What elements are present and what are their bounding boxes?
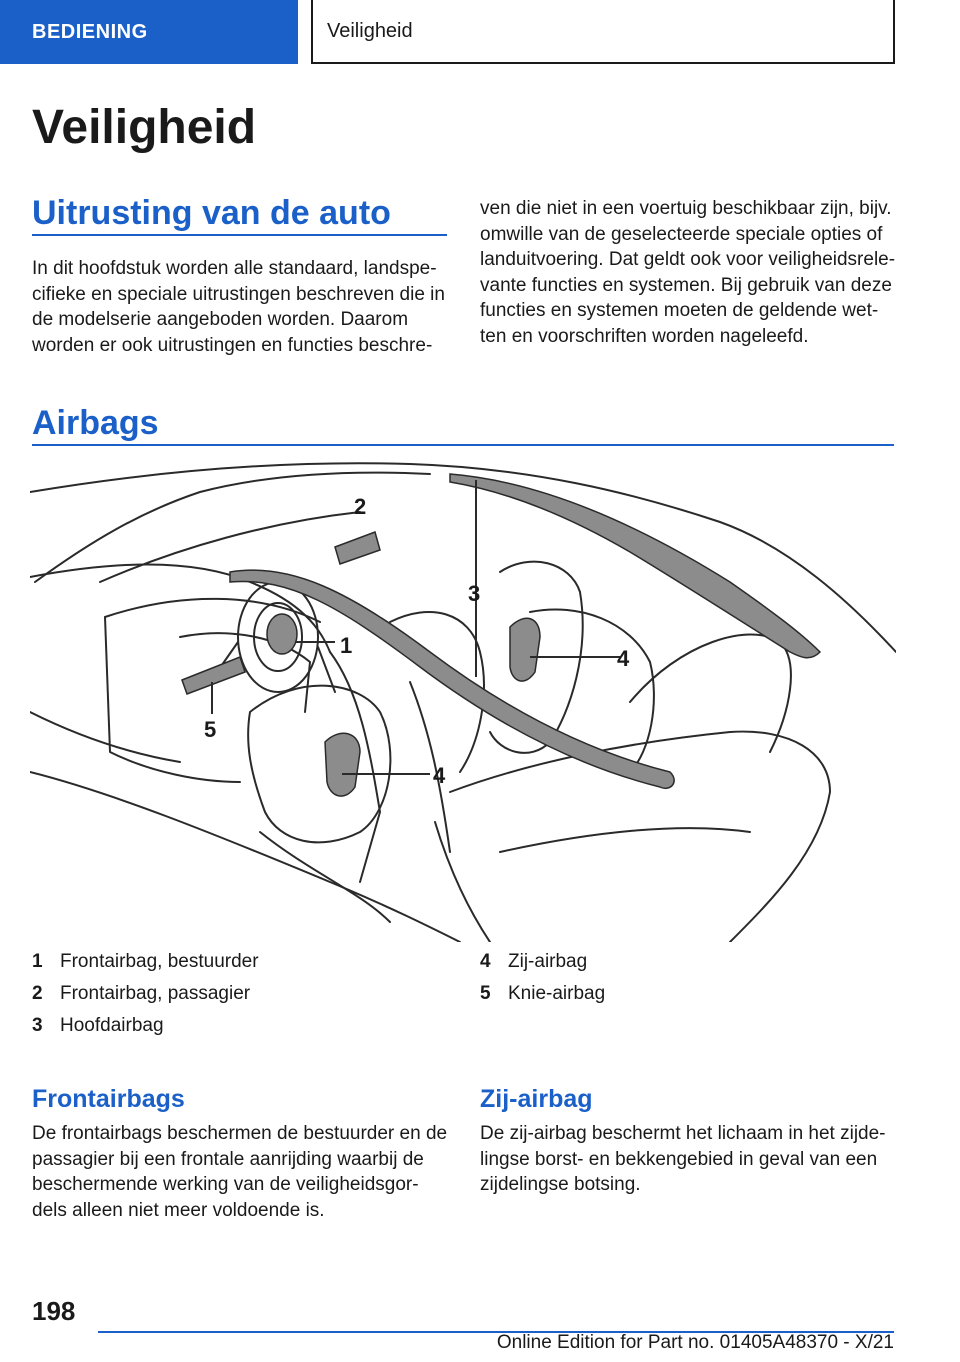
heading-rule: [32, 444, 894, 446]
figure-label-2: 2: [354, 494, 367, 519]
uitrusting-text-col2: ven die niet in een voertuig beschikbaar zijn, bijv. omwille van de geselecteerde speciale opties of landuitvoering. Dat geldt ook voor veiligheidsrele-vante functies en systemen. Bij gebruik van deze functies en systemen moeten de geldende wet-ten en voorschriften worden nageleefd.: [480, 198, 896, 347]
legend-num: 5: [480, 983, 491, 1004]
heading-rule: [32, 234, 447, 236]
legend-num: 2: [32, 983, 43, 1004]
legend-item: [32, 946, 259, 978]
footer-edition: Online Edition for Part no. 01405A48370 - X/21: [496, 1332, 894, 1353]
legend-text: Frontairbag, bestuurder: [60, 951, 259, 972]
legend-num: 1: [32, 951, 43, 972]
legend-item: [32, 978, 259, 1010]
chapter-header: [311, 0, 895, 64]
frontairbags-text: De frontairbags beschermen de bestuurder en de passagier bij een frontale aanrijding waarbij de beschermende werking van de veiligheidsgor-dels alleen niet meer voldoende is.: [32, 1123, 448, 1221]
heading-airbags: Airbags: [32, 404, 159, 442]
figure-label-4-driver: 4: [433, 763, 446, 788]
legend-text: Knie-airbag: [508, 983, 606, 1004]
page-number: 198: [32, 1296, 76, 1326]
heading-uitrusting: Uitrusting van de auto: [32, 194, 391, 232]
legend-text: Hoofdairbag: [60, 1015, 164, 1036]
legend-num: 4: [480, 951, 491, 972]
legend-item: [480, 946, 605, 978]
uitrusting-text-col1: In dit hoofdstuk worden alle standaard, landspe-cifieke en speciale uitrustingen beschreven die in de modelserie aangeboden worden. Daarom worden er ook uitrustingen en functies beschre-: [32, 258, 445, 356]
legend-item: [32, 1010, 259, 1042]
section-tab-label: BEDIENING: [32, 20, 148, 43]
legend-text: Zij-airbag: [508, 951, 588, 972]
legend-col-1: [32, 946, 259, 1042]
figure-label-3: 3: [468, 581, 481, 606]
figure-label-5: 5: [204, 717, 217, 742]
page-title: Veiligheid: [32, 101, 257, 154]
airbag-diagram: [30, 452, 896, 942]
zij-airbag-text: De zij-airbag beschermt het lichaam in het zijde-lingse borst- en bekkengebied in geval van een zijdelingse botsing.: [480, 1123, 886, 1195]
chapter-header-label: Veiligheid: [327, 19, 413, 42]
legend-num: 3: [32, 1015, 43, 1036]
heading-zij-airbag: Zij-airbag: [480, 1085, 593, 1113]
legend-item: [480, 978, 605, 1010]
legend-col-2: [480, 946, 605, 1010]
figure-label-1: 1: [340, 633, 353, 658]
legend-text: Frontairbag, passagier: [60, 983, 251, 1004]
figure-label-4-passenger: 4: [617, 646, 630, 671]
heading-frontairbags: Frontairbags: [32, 1085, 185, 1113]
section-tab: [0, 0, 298, 64]
